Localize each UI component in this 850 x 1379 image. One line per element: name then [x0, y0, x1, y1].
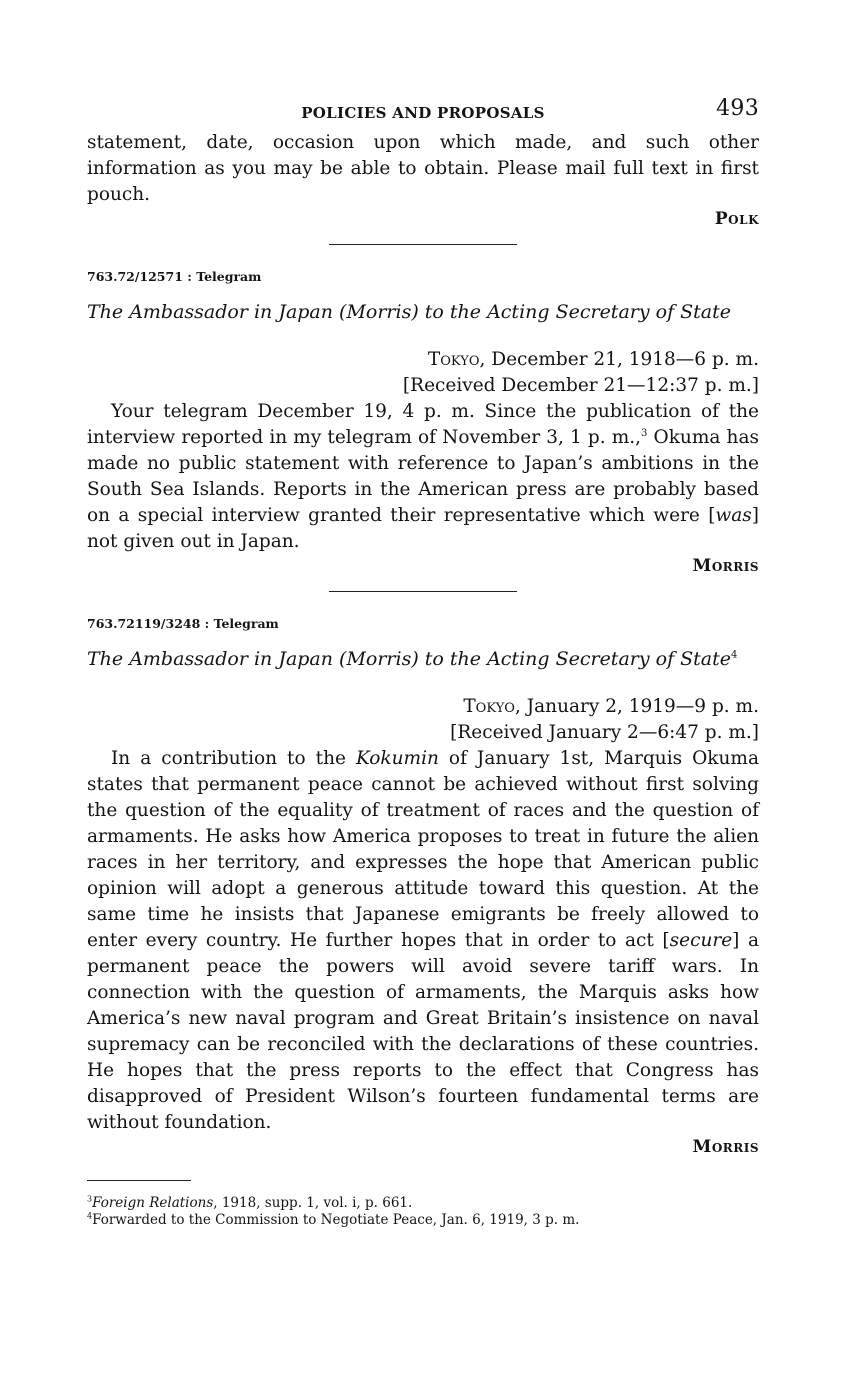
footnote-reference: 3: [641, 427, 648, 439]
body-text: ] a permanent peace the powers will avoid severe tariff wars. In connection with the question of armaments, the Marquis asks how America’s new naval program and Great Britain’s insistence on naval supremacy can be reconciled with the declarations of these countries. He hopes that the press reports to the effect that Congress has disapproved of President Wilson’s fourteen fundamental terms are without foundation.: [87, 930, 759, 1133]
body-text: Okuma has made no public statement with reference to Japan’s ambitions in the South Sea Islands. Reports in the American press are probably based on a special interview granted their representative which were [: [87, 427, 759, 526]
document-section-2: [87, 616, 759, 1158]
document-heading: [87, 646, 759, 672]
heading-text: ) to the Acting Secretary of State: [411, 648, 731, 670]
footnote-text: , 1918, supp. 1, vol. i, p. 661.: [213, 1195, 413, 1211]
footnote-mark: 4: [87, 1211, 93, 1221]
footnote-reference: 4: [731, 649, 738, 661]
heading-text: ) to the Acting Secretary of State: [411, 301, 731, 323]
section-divider: [329, 591, 517, 592]
footnotes: [87, 1195, 759, 1229]
heading-name: Morris: [346, 301, 412, 323]
section-divider: [329, 244, 517, 245]
footnote-divider: [87, 1180, 191, 1181]
body-text: In a contribution to the: [111, 748, 356, 769]
footnote-item: [87, 1195, 759, 1212]
dateline: [87, 347, 759, 399]
document-section-1: [87, 269, 759, 577]
running-head: [87, 96, 759, 130]
heading-text: The Ambassador in Japan (: [87, 301, 347, 323]
received-note: [Received December 21—12:37 p. m.]: [402, 375, 759, 396]
signature-polk: Polk: [714, 209, 759, 229]
body-text: Your telegram December 19, 4 p. m. Since the publication of the interview reported in my telegram of November 3, 1 p. m.,: [87, 401, 759, 448]
place: Tokyo: [427, 349, 480, 370]
editorial-correction: was: [715, 505, 752, 526]
dateline: [87, 694, 759, 746]
heading-text: The Ambassador in Japan (: [87, 648, 347, 670]
place-date: [87, 694, 759, 720]
received-note: [Received January 2—6:47 p. m.]: [450, 722, 759, 743]
body-text: of January 1st, Marquis Okuma states that permanent peace cannot be achieved without first solving the question of the equality of treatment of races and the question of armaments. He asks how America proposes to treat in future the alien races in her territory, and expresses the hope that American public opinion will adopt a generous attitude toward this question. At the same time he insists that Japanese emigrants be freely allowed to enter every country. He further hopes that in order to act [: [87, 748, 759, 951]
editorial-correction: secure: [669, 930, 733, 951]
page-number: 493: [716, 96, 759, 121]
signature-morris: Morris: [692, 1137, 759, 1157]
place: Tokyo: [463, 696, 515, 717]
body-text: ] not given out in Japan.: [87, 505, 759, 552]
running-head-title: POLICIES AND PROPOSALS: [301, 104, 545, 122]
place-date: [87, 347, 759, 373]
file-reference: 763.72119/3248 : Telegram: [87, 616, 279, 631]
date: , January 2, 1919—9 p. m.: [514, 696, 759, 717]
telegram-body: [87, 746, 759, 1136]
document-page: [87, 96, 759, 1229]
footnote-title: Foreign Relations: [92, 1195, 214, 1211]
newspaper-name: Kokumin: [355, 748, 439, 769]
telegram-body: [87, 399, 759, 555]
signature-morris: Morris: [692, 556, 759, 576]
footnote-item: [87, 1212, 759, 1229]
document-heading: [87, 299, 759, 325]
heading-name: Morris: [346, 648, 412, 670]
footnote-text: Forwarded to the Commission to Negotiate Peace, Jan. 6, 1919, 3 p. m.: [92, 1212, 580, 1228]
footnote-mark: 3: [87, 1194, 93, 1204]
file-reference: 763.72/12571 : Telegram: [87, 269, 262, 284]
continuation-paragraph: statement, date, occasion upon which made, and such other information as you may be able to obtain. Please mail full text in first pouch.: [87, 132, 759, 205]
date: , December 21, 1918—6 p. m.: [479, 349, 759, 370]
